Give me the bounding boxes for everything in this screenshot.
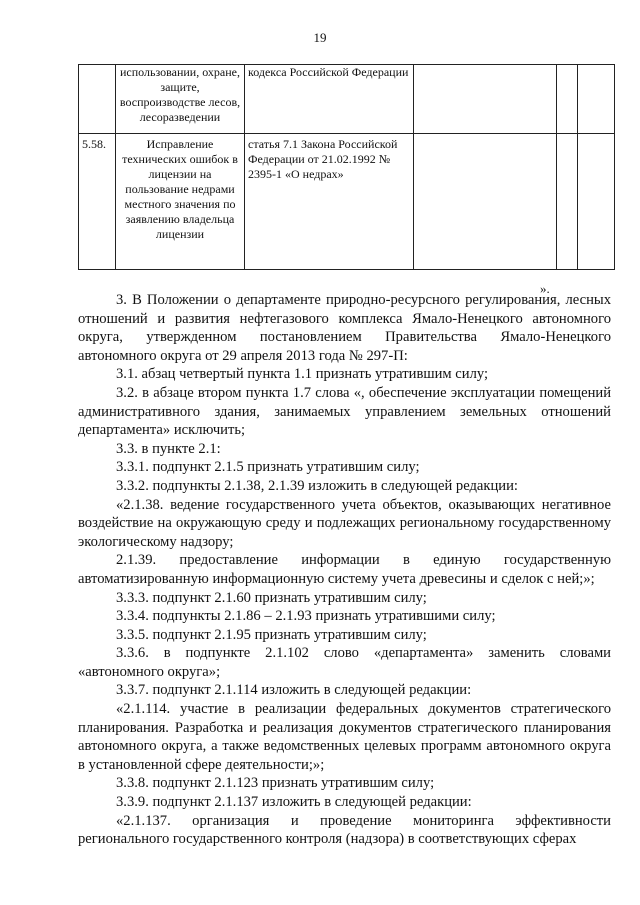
document-body	[78, 291, 611, 849]
empty-cell	[578, 65, 615, 134]
row-number-cell	[79, 65, 116, 134]
paragraph: 2.1.39. предоставление информации в единую государственную автоматизированную информационную систему учета древесины и сделок с ней;»;	[78, 552, 611, 587]
service-title: Исправление технических ошибок в лицензии на пользование недрами местного значения по заявлению владельца лицензии	[122, 137, 238, 241]
paragraph: 3.1. абзац четвертый пункта 1.1 признать утратившим силу;	[116, 366, 489, 383]
paragraph: 3.3.4. подпункты 2.1.86 – 2.1.93 признать утратившими силу;	[116, 608, 496, 625]
service-title: использовании, охране, защите, воспроизводстве лесов, лесоразведении	[119, 65, 241, 124]
table-row	[79, 65, 615, 134]
services-table	[78, 64, 615, 270]
empty-cell	[414, 65, 557, 134]
paragraph: «2.1.137. организация и проведение мониторинга эффективности регионального государственного контроля (надзора) в соответствующих сферах	[78, 812, 611, 848]
paragraph: 3.3.9. подпункт 2.1.137 изложить в следующей редакции:	[116, 794, 472, 811]
paragraph: 3.3.8. подпункт 2.1.123 признать утратившим силу;	[116, 775, 435, 792]
paragraph: 3.3.6. в подпункте 2.1.102 слово «департамента» заменить словами «автономного округа»;	[78, 645, 611, 680]
table-row	[79, 134, 615, 270]
paragraph: 3.3.3. подпункт 2.1.60 признать утратившим силу;	[116, 589, 427, 606]
paragraph: «2.1.114. участие в реализации федеральных документов стратегического планирования. Разработка и реализация документов стратегического планирования автономного округа, а также ведомственных целевых программ автономного округа в установленной сфере деятельности;»;	[78, 701, 611, 773]
paragraph: 3.3.1. подпункт 2.1.5 признать утратившим силу;	[116, 459, 420, 476]
paragraph: 3.3.2. подпункты 2.1.38, 2.1.39 изложить в следующей редакции:	[116, 477, 518, 494]
legal-basis-cell: кодекса Российской Федерации	[245, 65, 414, 134]
paragraph: 3.3.5. подпункт 2.1.95 признать утратившим силу;	[116, 626, 427, 643]
service-title-cell	[116, 65, 245, 134]
empty-cell	[414, 134, 557, 270]
service-title-cell	[116, 134, 245, 270]
row-number-cell: 5.58.	[79, 134, 116, 270]
page-number: 19	[313, 30, 327, 45]
empty-cell	[557, 134, 578, 270]
paragraph: 3.3. в пункте 2.1:	[116, 440, 221, 457]
paragraph: 3. В Положении о департаменте природно-ресурсного регулирования, лесных отношений и развития нефтегазового комплекса Ямало-Ненецкого автономного округа, утвержденном постановлением Правительства Ямало-Ненецкого автономного округа от 29 апреля 2013 года № 297-П:	[78, 292, 611, 364]
paragraph: 3.3.7. подпункт 2.1.114 изложить в следующей редакции:	[116, 682, 472, 699]
empty-cell	[557, 65, 578, 134]
legal-basis-cell: статья 7.1 Закона Российской Федерации от 21.02.1992 № 2395-1 «О недрах»	[245, 134, 414, 270]
closing-quote: ».	[540, 281, 550, 296]
paragraph: «2.1.38. ведение государственного учета объектов, оказывающих негативное воздействие на окружающую среду и подлежащих региональному государственному экологическому надзору;	[78, 496, 611, 550]
paragraph: 3.2. в абзаце втором пункта 1.7 слова «, обеспечение эксплуатации помещений административного здания, занимаемых управлением земельных отношений департамента» исключить;	[78, 384, 611, 439]
empty-cell	[578, 134, 615, 270]
